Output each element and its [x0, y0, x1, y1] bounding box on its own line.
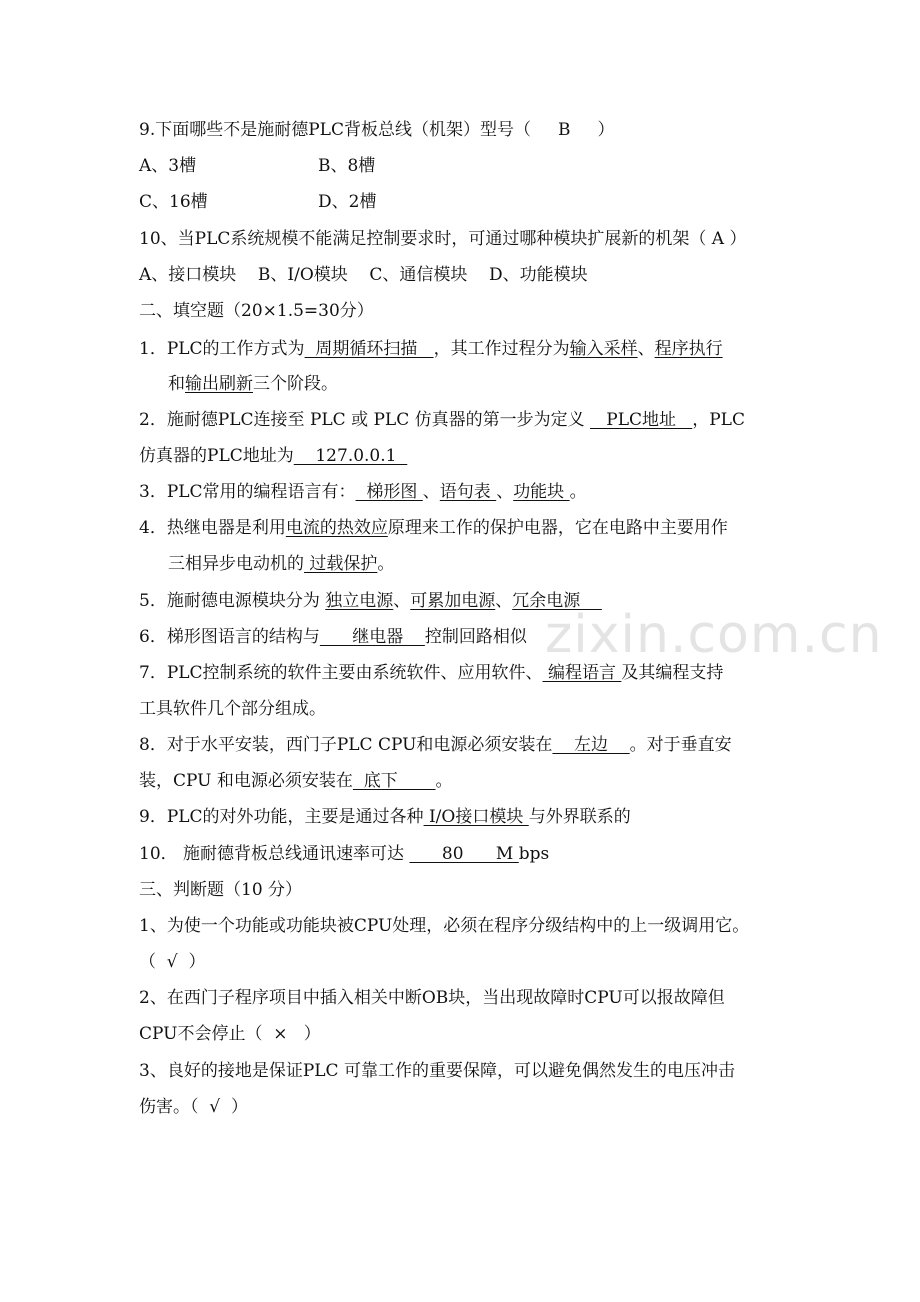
section-3-title: 三、判断题（10 分） — [139, 880, 303, 900]
q9-option-c: C、16槽 — [139, 192, 208, 212]
q10-options: A、接口模块 B、I/O模块 C、通信模块 D、功能模块 — [139, 265, 588, 285]
answer: 程序执行 — [654, 339, 723, 359]
answer: 编程语言 — [542, 663, 622, 683]
q9-question: 9.下面哪些不是施耐德PLC背板总线（机架）型号（ B ） — [139, 120, 615, 140]
fill-5: 5．施耐德电源模块分为 独立电源、可累加电源、冗余电源 — [139, 591, 602, 611]
judge-3-line-1: 3、良好的接地是保证PLC 可靠工作的重要保障，可以避免偶然发生的电压冲击 — [139, 1061, 735, 1081]
answer: 继电器 — [319, 627, 425, 647]
answer: 80 M — [409, 844, 519, 864]
fill-7-line-1: 7．PLC控制系统的软件主要由系统软件、应用软件、 编程语言 及其编程支持 — [139, 663, 724, 683]
fill-8-line-2: 装，CPU 和电源必须安装在 底下 。 — [139, 771, 453, 791]
answer: 过载保护 — [304, 554, 378, 574]
answer: 梯形图 — [355, 482, 423, 502]
judge-1-line-1: 1、为使一个功能或功能块被CPU处理，必须在程序分级结构中的上一级调用它。 — [139, 916, 750, 936]
section-2-title: 二、填空题（20×1.5=30分） — [139, 301, 374, 321]
fill-8-line-1: 8．对于水平安装，西门子PLC CPU和电源必须安装在 左边 。对于垂直安 — [139, 735, 732, 755]
fill-9: 9．PLC的对外功能，主要是通过各种 I/O接口模块 与外界联系的 — [139, 807, 631, 827]
answer: 独立电源 — [325, 591, 394, 611]
judge-3-line-2: 伤害。（ √ ） — [139, 1097, 248, 1117]
fill-4-line-1: 4．热继电器是利用电流的热效应原理来工作的保护电器，它在电路中主要用作 — [139, 518, 728, 538]
fill-4-line-2: 三相异步电动机的 过载保护。 — [168, 554, 395, 574]
q10-question: 10、当PLC系统规模不能满足控制要求时，可通过哪种模块扩展新的机架（ A ） — [139, 229, 747, 249]
q9-option-a: A、3槽 — [139, 156, 197, 176]
judge-1-answer: （ √ ） — [139, 952, 206, 972]
fill-2-line-2: 仿真器的PLC地址为 127.0.0.1 — [139, 446, 408, 466]
fill-6: 6．梯形图语言的结构与 继电器 控制回路相似 — [139, 627, 527, 647]
answer: PLC地址 — [590, 410, 693, 430]
answer: 功能块 — [513, 482, 570, 502]
answer: I/O接口模块 — [423, 807, 529, 827]
answer: 输入采样 — [569, 339, 638, 359]
answer: 可累加电源 — [410, 591, 496, 611]
q9-option-d: D、2槽 — [318, 192, 377, 212]
q9-option-b: B、8槽 — [318, 156, 376, 176]
answer: 左边 — [552, 735, 630, 755]
watermark: zixin.com.cn — [545, 605, 883, 665]
answer: 冗余电源 — [512, 591, 602, 611]
answer: 周期循环扫描 — [304, 339, 434, 359]
fill-10: 10． 施耐德背板总线通讯速率可达 80 M bps — [139, 844, 550, 864]
answer: 输出刷新 — [185, 374, 253, 394]
answer: 语句表 — [439, 482, 497, 502]
fill-1-line-1: 1．PLC的工作方式为 周期循环扫描 ，其工作过程分为输入采样、程序执行 — [139, 339, 723, 359]
judge-2-line-1: 2、在西门子程序项目中插入相关中断OB块，当出现故障时CPU可以报故障但 — [139, 988, 725, 1008]
answer: 底下 — [352, 771, 436, 791]
fill-2-line-1: 2．施耐德PLC连接至 PLC 或 PLC 仿真器的第一步为定义 PLC地址 ，PLC — [139, 410, 745, 430]
fill-1-line-2: 和输出刷新三个阶段。 — [168, 374, 338, 394]
answer: 电流的热效应 — [285, 518, 388, 538]
answer: 127.0.0.1 — [293, 446, 408, 466]
judge-2-line-2: CPU不会停止（ × ） — [139, 1024, 321, 1044]
fill-3: 3．PLC常用的编程语言有： 梯形图 、语句表 、功能块 。 — [139, 482, 587, 502]
fill-7-line-2: 工具软件几个部分组成。 — [139, 699, 326, 719]
